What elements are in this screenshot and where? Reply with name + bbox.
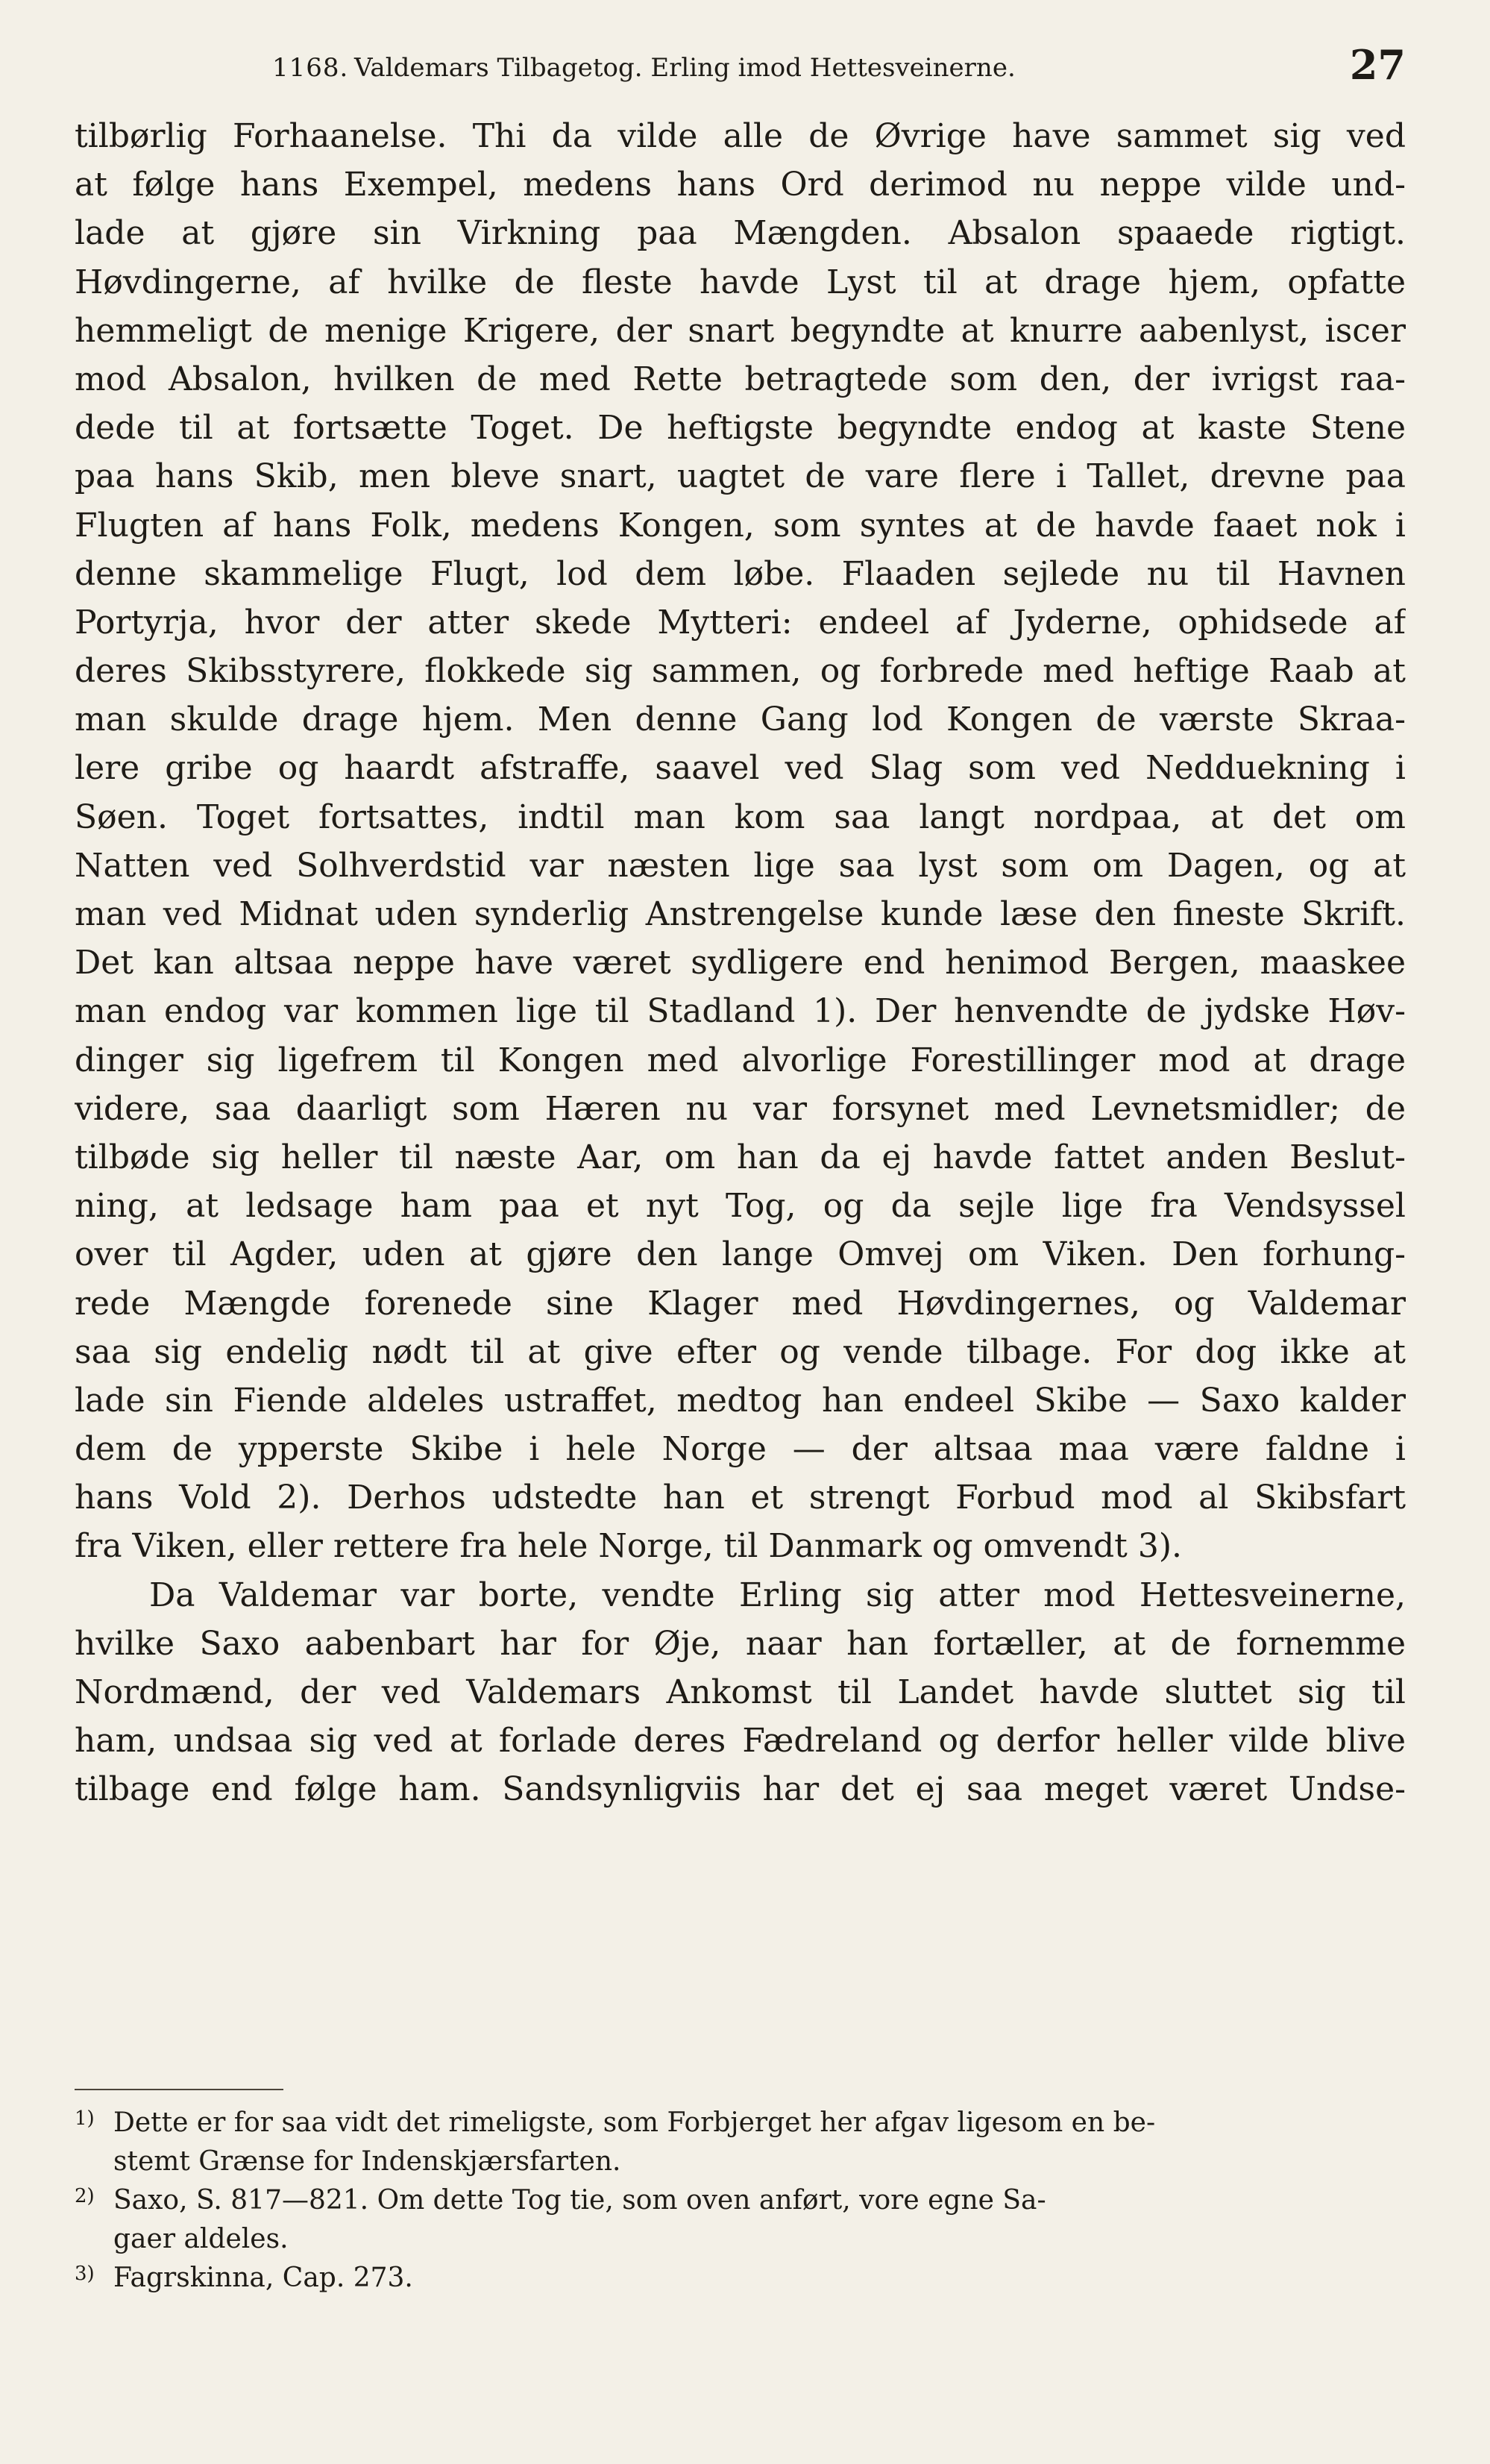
text-line: at følge hans Exempel, medens hans Ord derimod nu neppe vilde und- xyxy=(75,166,1406,204)
text-line: dem de ypperste Skibe i hele Norge — der altsaa maa være faldne i xyxy=(75,1430,1406,1469)
page-header xyxy=(272,41,1406,93)
footnote-text: gaer aldeles. xyxy=(113,2224,289,2254)
text-line: man skulde drage hjem. Men denne Gang lod Kongen de værste Skraa- xyxy=(75,700,1406,739)
footnote-marker: 2) xyxy=(75,2185,95,2207)
text-line: ham, undsaa sig ved at forlade deres Fædreland og derfor heller vilde blive xyxy=(75,1722,1406,1761)
text-line: over til Agder, uden at gjøre den lange Omvej om Viken. Den forhung- xyxy=(75,1235,1406,1274)
text-line: hemmeligt de menige Krigere, der snart begyndte at knurre aabenlyst, iscer xyxy=(75,311,1406,350)
text-line: Høvdingerne, af hvilke de fleste havde Lyst til at drage hjem, opfatte xyxy=(75,263,1406,301)
text-line: Nordmænd, der ved Valdemars Ankomst til Landet havde sluttet sig til xyxy=(75,1673,1406,1711)
text-line: man endog var kommen lige til Stadland 1). Der henvendte de jydske Høv- xyxy=(75,992,1406,1031)
footnote-text: stemt Grænse for Indenskjærsfarten. xyxy=(113,2146,621,2177)
footnote-marker: 1) xyxy=(75,2107,95,2130)
text-line: paa hans Skib, men bleve snart, uagtet de vare flere i Tallet, drevne paa xyxy=(75,457,1406,496)
header-year: 1168. xyxy=(272,53,349,83)
footnote-divider xyxy=(75,2089,283,2090)
text-line: hans Vold 2). Derhos udstedte han et strengt Forbud mod al Skibsfart xyxy=(75,1479,1406,1517)
footnote-2 xyxy=(75,2181,1406,2220)
text-line: man ved Midnat uden synderlig Anstrengelse kunde læse den fineste Skrift. xyxy=(75,895,1406,933)
text-line: Søen. Toget fortsattes, indtil man kom saa langt nordpaa, at det om xyxy=(75,797,1406,836)
footnote-text: Saxo, S. 817—821. Om dette Tog tie, som oven anført, vore egne Sa- xyxy=(113,2185,1046,2216)
text-line: Portyrja, hvor der atter skede Mytteri: endeel af Jyderne, ophidsede af xyxy=(75,603,1406,642)
text-line: tilbørlig Forhaanelse. Thi da vilde alle de Øvrige have sammet sig ved xyxy=(75,117,1406,155)
text-line: videre, saa daarligt som Hæren nu var forsynet med Levnetsmidler; de xyxy=(75,1089,1406,1128)
footnote-1 xyxy=(75,2104,1406,2142)
text-line: tilbøde sig heller til næste Aar, om han da ej havde fattet anden Beslut- xyxy=(75,1138,1406,1176)
text-line: Det kan altsaa neppe have været sydligere end henimod Bergen, maaskee xyxy=(75,944,1406,982)
text-line: Natten ved Solhverdstid var næsten lige saa lyst som om Dagen, og at xyxy=(75,846,1406,885)
text-line: mod Absalon, hvilken de med Rette betragtede som den, der ivrigst raa- xyxy=(75,360,1406,398)
running-title: Valdemars Tilbagetog. Erling imod Hettesveinerne. xyxy=(354,53,1016,83)
text-line: dede til at fortsætte Toget. De heftigste begyndte endog at kaste Stene xyxy=(75,409,1406,448)
text-line: ning, at ledsage ham paa et nyt Tog, og da sejle lige fra Vendsyssel xyxy=(75,1187,1406,1226)
text-line: lade at gjøre sin Virkning paa Mængden. Absalon spaaede rigtigt. xyxy=(75,214,1406,253)
text-line: rede Mængde forenede sine Klager med Høvdingernes, og Valdemar xyxy=(75,1284,1406,1323)
footnote-marker: 3) xyxy=(75,2263,95,2285)
footnote-text: Fagrskinna, Cap. 273. xyxy=(113,2263,413,2293)
page-number: 27 xyxy=(1349,41,1406,89)
footnote-text: Dette er for saa vidt det rimeligste, som Forbjerget her afgav ligesom en be- xyxy=(113,2107,1156,2138)
text-line: dinger sig ligefrem til Kongen med alvorlige Forestillinger mod at drage xyxy=(75,1041,1406,1079)
body-text xyxy=(75,112,1406,1814)
text-line: lade sin Fiende aldeles ustraffet, medtog han endeel Skibe — Saxo kalder xyxy=(75,1381,1406,1420)
text-line: denne skammelige Flugt, lod dem løbe. Flaaden sejlede nu til Havnen xyxy=(75,554,1406,593)
footnote-3 xyxy=(75,2259,1406,2298)
text-line: lere gribe og haardt afstraffe, saavel ved Slag som ved Nedduekning i xyxy=(75,749,1406,788)
footnotes xyxy=(75,2104,1406,2298)
text-line: deres Skibsstyrere, flokkede sig sammen, og forbrede med heftige Raab at xyxy=(75,652,1406,691)
paragraph-start-line: Da Valdemar var borte, vendte Erling sig atter mod Hettesveinerne, xyxy=(149,1576,1406,1614)
text-line: tilbage end følge ham. Sandsynligviis har det ej saa meget været Undse- xyxy=(75,1770,1406,1809)
text-line: saa sig endelig nødt til at give efter og vende tilbage. For dog ikke at xyxy=(75,1332,1406,1371)
text-line: hvilke Saxo aabenbart har for Øje, naar han fortæller, at de fornemme xyxy=(75,1624,1406,1663)
text-line: fra Viken, eller rettere fra hele Norge, til Danmark og omvendt 3). xyxy=(75,1527,1182,1566)
text-line: Flugten af hans Folk, medens Kongen, som syntes at de havde faaet nok i xyxy=(75,506,1406,545)
